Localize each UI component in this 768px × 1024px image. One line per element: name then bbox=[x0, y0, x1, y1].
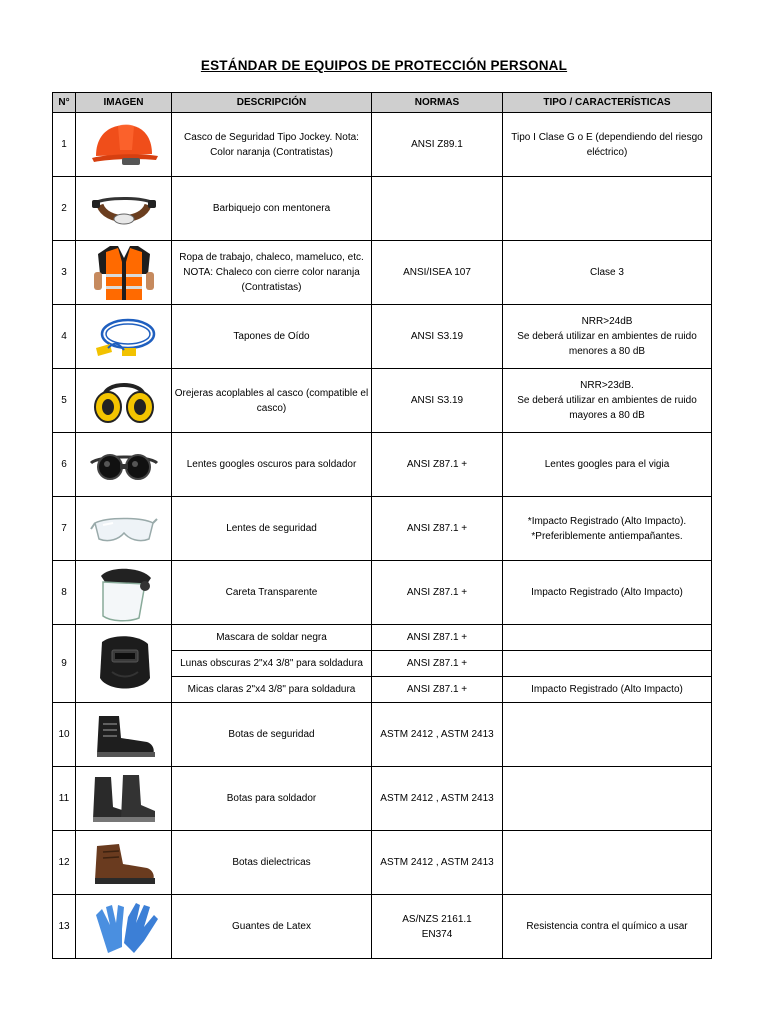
table-row bbox=[53, 895, 712, 959]
earmuffs-icon bbox=[90, 377, 158, 425]
item-norm: ANSI Z89.1 bbox=[372, 113, 503, 177]
item-type bbox=[503, 625, 712, 651]
item-image bbox=[76, 831, 172, 895]
item-image bbox=[76, 497, 172, 561]
item-description: Botas para soldador bbox=[172, 767, 372, 831]
welder-boots-icon bbox=[89, 773, 159, 825]
item-image bbox=[76, 241, 172, 305]
row-number: 2 bbox=[53, 177, 76, 241]
row-number: 8 bbox=[53, 561, 76, 625]
row-number: 4 bbox=[53, 305, 76, 369]
item-description: Orejeras acoplables al casco (compatible el casco) bbox=[172, 369, 372, 433]
item-description: Guantes de Latex bbox=[172, 895, 372, 959]
face-shield-icon bbox=[89, 564, 159, 622]
row-number: 12 bbox=[53, 831, 76, 895]
item-image bbox=[76, 433, 172, 497]
row-number: 1 bbox=[53, 113, 76, 177]
item-description: Barbiquejo con mentonera bbox=[172, 177, 372, 241]
item-description: Mascara de soldar negra bbox=[172, 625, 372, 651]
item-norm: ANSI S3.19 bbox=[372, 369, 503, 433]
item-description: Botas de seguridad bbox=[172, 703, 372, 767]
item-norm: ANSI/ISEA 107 bbox=[372, 241, 503, 305]
row-number: 3 bbox=[53, 241, 76, 305]
row-number: 5 bbox=[53, 369, 76, 433]
ppe-table bbox=[52, 92, 712, 959]
item-type: Clase 3 bbox=[503, 241, 712, 305]
item-image bbox=[76, 113, 172, 177]
header-norms: NORMAS bbox=[372, 93, 503, 113]
item-norm: ANSI Z87.1 + bbox=[372, 677, 503, 703]
item-description: Lentes googles oscuros para soldador bbox=[172, 433, 372, 497]
table-row bbox=[53, 369, 712, 433]
row-number: 9 bbox=[53, 625, 76, 703]
item-type: NRR>23dB. Se deberá utilizar en ambientes de ruido mayores a 80 dB bbox=[503, 369, 712, 433]
item-image bbox=[76, 703, 172, 767]
header-description: DESCRIPCIÓN bbox=[172, 93, 372, 113]
item-image bbox=[76, 767, 172, 831]
item-description: Lunas obscuras 2"x4 3/8" para soldadura bbox=[172, 651, 372, 677]
orange-hard-hat-icon bbox=[88, 120, 160, 170]
welding-mask-icon bbox=[92, 632, 156, 696]
item-type bbox=[503, 767, 712, 831]
item-type bbox=[503, 703, 712, 767]
chin-strap-icon bbox=[88, 189, 160, 229]
item-description: Tapones de Oído bbox=[172, 305, 372, 369]
item-type: Impacto Registrado (Alto Impacto) bbox=[503, 677, 712, 703]
row-number: 10 bbox=[53, 703, 76, 767]
item-image bbox=[76, 561, 172, 625]
item-image bbox=[76, 305, 172, 369]
item-description: Micas claras 2"x4 3/8" para soldadura bbox=[172, 677, 372, 703]
item-description: Lentes de seguridad bbox=[172, 497, 372, 561]
table-row bbox=[53, 703, 712, 767]
item-type: NRR>24dB Se deberá utilizar en ambientes de ruido menores a 80 dB bbox=[503, 305, 712, 369]
item-norm: ASTM 2412 , ASTM 2413 bbox=[372, 831, 503, 895]
welding-goggles-icon bbox=[89, 445, 159, 485]
item-description: Careta Transparente bbox=[172, 561, 372, 625]
item-description: Ropa de trabajo, chaleco, mameluco, etc. NOTA: Chaleco con cierre color naranja (Contratistas) bbox=[172, 241, 372, 305]
table-row bbox=[53, 561, 712, 625]
safety-glasses-icon bbox=[89, 509, 159, 549]
table-row bbox=[53, 831, 712, 895]
safety-boots-icon bbox=[89, 710, 159, 760]
item-type bbox=[503, 831, 712, 895]
row-number: 7 bbox=[53, 497, 76, 561]
item-description: Casco de Seguridad Tipo Jockey. Nota: Color naranja (Contratistas) bbox=[172, 113, 372, 177]
item-type bbox=[503, 177, 712, 241]
item-norm: ANSI Z87.1 + bbox=[372, 433, 503, 497]
table-row bbox=[53, 767, 712, 831]
table-row bbox=[53, 305, 712, 369]
item-type: Impacto Registrado (Alto Impacto) bbox=[503, 561, 712, 625]
item-type: Lentes googles para el vigia bbox=[503, 433, 712, 497]
header-type: TIPO / CARACTERÍSTICAS bbox=[503, 93, 712, 113]
table-header-row bbox=[53, 93, 712, 113]
table-row bbox=[53, 113, 712, 177]
item-image bbox=[76, 895, 172, 959]
item-image bbox=[76, 625, 172, 703]
item-norm: ANSI S3.19 bbox=[372, 305, 503, 369]
dielectric-boots-icon bbox=[89, 838, 159, 888]
item-image bbox=[76, 177, 172, 241]
item-type: *Impacto Registrado (Alto Impacto). *Preferiblemente antiempañantes. bbox=[503, 497, 712, 561]
row-number: 6 bbox=[53, 433, 76, 497]
header-num: N° bbox=[53, 93, 76, 113]
item-norm: ANSI Z87.1 + bbox=[372, 625, 503, 651]
item-norm bbox=[372, 177, 503, 241]
table-row bbox=[53, 625, 712, 651]
header-image: IMAGEN bbox=[76, 93, 172, 113]
row-number: 11 bbox=[53, 767, 76, 831]
table-row bbox=[53, 241, 712, 305]
earplugs-icon bbox=[88, 312, 160, 362]
row-number: 13 bbox=[53, 895, 76, 959]
item-image bbox=[76, 369, 172, 433]
item-type bbox=[503, 651, 712, 677]
item-norm: ANSI Z87.1 + bbox=[372, 497, 503, 561]
item-norm: ANSI Z87.1 + bbox=[372, 651, 503, 677]
table-row bbox=[53, 177, 712, 241]
page-title: ESTÁNDAR DE EQUIPOS DE PROTECCIÓN PERSONAL bbox=[200, 58, 568, 73]
item-type: Tipo I Clase G o E (dependiendo del riesgo eléctrico) bbox=[503, 113, 712, 177]
table-row bbox=[53, 433, 712, 497]
item-norm: AS/NZS 2161.1 EN374 bbox=[372, 895, 503, 959]
item-norm: ASTM 2412 , ASTM 2413 bbox=[372, 767, 503, 831]
orange-safety-vest-icon bbox=[92, 244, 156, 302]
table-row bbox=[53, 497, 712, 561]
item-description: Botas dielectricas bbox=[172, 831, 372, 895]
latex-gloves-icon bbox=[88, 899, 160, 955]
item-norm: ASTM 2412 , ASTM 2413 bbox=[372, 703, 503, 767]
item-norm: ANSI Z87.1 + bbox=[372, 561, 503, 625]
item-type: Resistencia contra el químico a usar bbox=[503, 895, 712, 959]
